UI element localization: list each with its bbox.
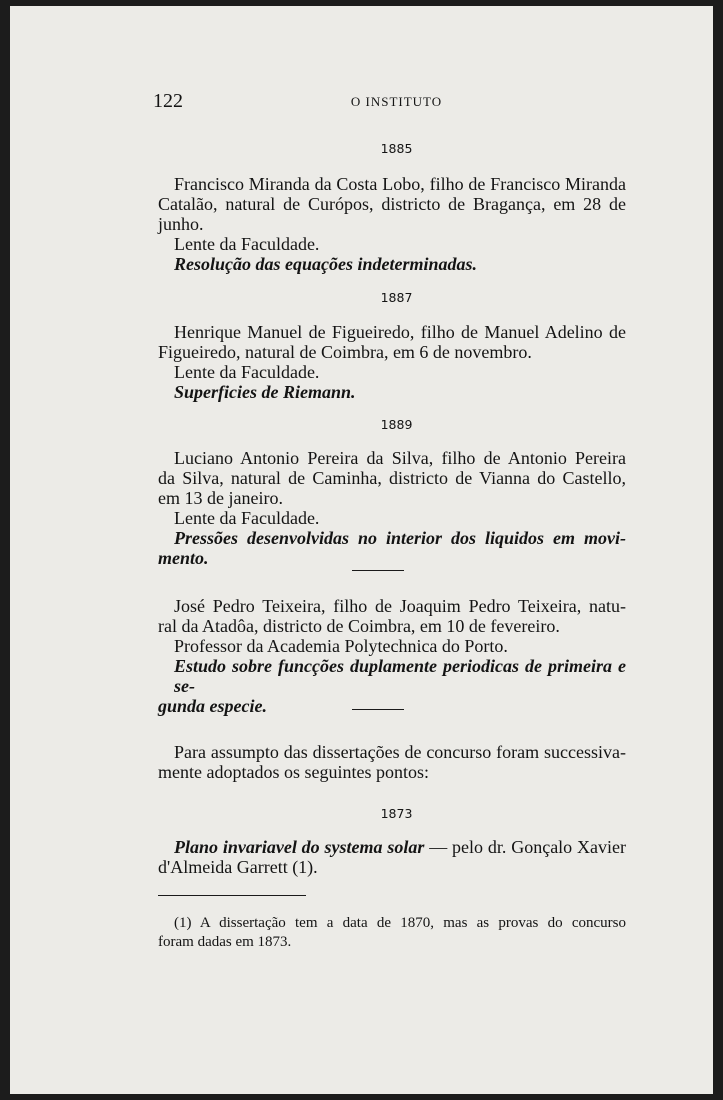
entry-position: Lente da Faculdade.: [174, 362, 320, 382]
entry-line: Catalão, natural de Curópos, districto de Bragança, em 28 de: [158, 194, 626, 214]
footnote: [158, 914, 626, 952]
entry-line: José Pedro Teixeira, filho de Joaquim Pedro Teixeira, natu-: [174, 596, 626, 616]
book-page: [10, 6, 713, 1094]
topics-intro: [158, 742, 626, 782]
entry-line: Figueiredo, natural de Coimbra, em 6 de novembro.: [158, 342, 532, 362]
section-divider: [352, 570, 404, 571]
running-title: O INSTITUTO: [350, 94, 443, 109]
year-heading-1873: 1873: [380, 806, 413, 821]
entry-thesis: Superficies de Riemann.: [174, 382, 356, 402]
entry-thesis: Estudo sobre funcções duplamente periodicas de primeira e se-: [174, 656, 626, 696]
page-number: 122: [153, 90, 183, 112]
entry-line: ral da Atadôa, districto de Coimbra, em 10 de fevereiro.: [158, 616, 560, 636]
year-heading-1885: 1885: [380, 141, 413, 156]
entry-figueiredo: [158, 322, 626, 402]
entry-pereira-da-silva: [158, 448, 626, 568]
page-header: [10, 90, 713, 114]
footnote-line: (1) A dissertação tem a data de 1870, mas as provas do concurso: [174, 915, 626, 931]
topic-line-2: d'Almeida Garrett (1).: [158, 857, 318, 877]
entry-thesis-cont: mento.: [158, 548, 209, 568]
entry-thesis: Resolução das equações indeterminadas.: [174, 254, 478, 274]
topic-author: — pelo dr. Gonçalo Xavier: [424, 837, 626, 857]
entry-line: Luciano Antonio Pereira da Silva, filho de Antonio Pereira: [174, 448, 626, 468]
footnote-divider: [158, 895, 306, 896]
entry-costa-lobo: [158, 174, 626, 274]
entry-line: Henrique Manuel de Figueiredo, filho de Manuel Adelino de: [174, 322, 626, 342]
entry-line: junho.: [158, 214, 204, 234]
topic-title: Plano invariavel do systema solar: [174, 837, 425, 857]
section-divider: [352, 709, 404, 710]
entry-line: Francisco Miranda da Costa Lobo, filho de Francisco Miranda: [174, 174, 626, 194]
year-heading-1889: 1889: [380, 417, 413, 432]
entry-teixeira: [158, 596, 626, 716]
year-heading-1887: 1887: [380, 290, 413, 305]
entry-position: Professor da Academia Polytechnica do Porto.: [174, 636, 508, 656]
topic-line: [158, 837, 626, 857]
footnote-line: foram dadas em 1873.: [158, 934, 292, 950]
entry-thesis-cont: gunda especie.: [158, 696, 267, 716]
intro-line: mente adoptados os seguintes pontos:: [158, 762, 429, 782]
entry-thesis: Pressões desenvolvidas no interior dos liquidos em movi-: [174, 528, 626, 548]
entry-position: Lente da Faculdade.: [174, 508, 320, 528]
entry-line: da Silva, natural de Caminha, districto de Vianna do Castello,: [158, 468, 626, 488]
intro-line: Para assumpto das dissertações de concurso foram successiva-: [174, 742, 626, 762]
entry-position: Lente da Faculdade.: [174, 234, 320, 254]
topic-1873: [158, 837, 626, 877]
entry-line: em 13 de janeiro.: [158, 488, 283, 508]
